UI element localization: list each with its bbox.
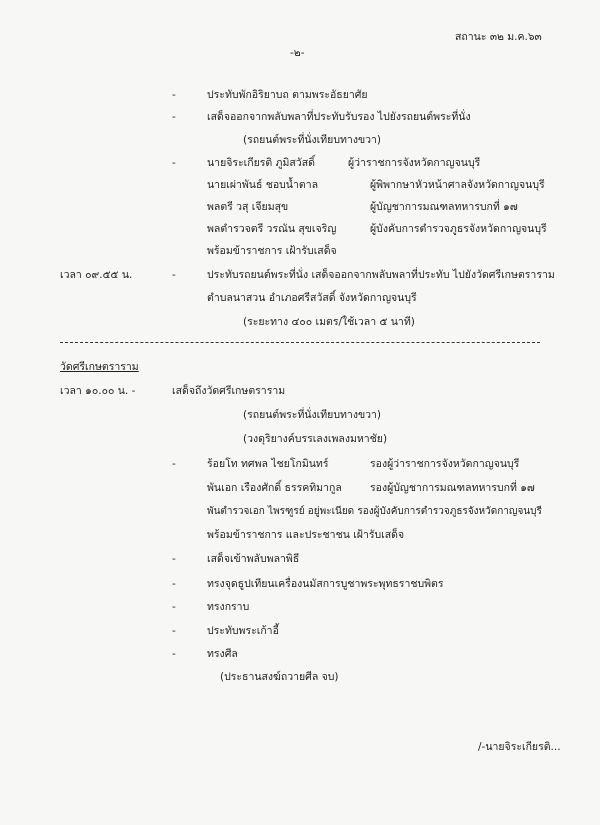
bullet: - [172, 578, 176, 590]
bullet: - [172, 458, 176, 470]
schedule-item: เสด็จเข้าพลับพลาพิธี [207, 553, 300, 565]
official-name: พันเอก เรืองศักดิ์ ธรรคทิมากูล [207, 482, 342, 494]
receiving-party: พร้อมข้าราชการ เฝ้ารับเสด็จ [207, 245, 337, 257]
bullet: - [172, 111, 176, 123]
time-label: เวลา ๐๙.๕๕ น. [60, 269, 133, 281]
official-name: นายเผ่าพันธ์ ชอบน้ำตาล [207, 179, 319, 191]
bullet: - [172, 648, 176, 660]
schedule-item: ทรงกราบ [207, 601, 250, 613]
schedule-note: (วงดุริยางค์บรรเลงเพลงมหาชัย) [243, 433, 388, 445]
schedule-note: (รถยนต์พระที่นั่งเทียบทางขวา) [243, 134, 382, 146]
official-line: พันตำรวจเอก ไพรฑูรย์ อยู่พะเนียด รองผู้บังคับการตำรวจภูธรจังหวัดกาญจนบุรี [207, 506, 542, 517]
bullet: - [172, 601, 176, 613]
bullet: - [172, 269, 176, 281]
schedule-item: เสด็จออกจากพลับพลาที่ประทับรับรอง ไปยังรถยนต์พระที่นั่ง [207, 111, 471, 123]
status-stamp: สถานะ ๓๒ ม.ค.๖๓ [455, 31, 542, 43]
official-title: ผู้บังคับการตำรวจภูธรจังหวัดกาญจนบุรี [370, 223, 547, 235]
bullet: - [172, 625, 176, 637]
official-name: พลตำรวจตรี วรณัน สุขเจริญ [207, 223, 337, 235]
schedule-item: ทรงจุดธูปเทียนเครื่องนมัสการบูชาพระพุทธราชบพิตร [207, 578, 444, 590]
schedule-item: ประทับพักอิริยาบถ ตามพระอัธยาศัย [207, 89, 368, 101]
section-heading: วัดศรีเกษตราราม [60, 361, 139, 373]
schedule-item: ตำบลนาสวน อำเภอศรีสวัสดิ์ จังหวัดกาญจนบุรี [207, 292, 417, 304]
bullet: - [172, 157, 176, 169]
receiving-party: พร้อมข้าราชการ และประชาชน เฝ้ารับเสด็จ [207, 529, 405, 541]
continuation-note: /-นายจิระเกียรติ... [478, 741, 561, 753]
schedule-item: ประทับพระเก้าอี้ [207, 625, 279, 637]
schedule-item: ประทับรถยนต์พระที่นั่ง เสด็จออกจากพลับพลาที่ประทับ ไปยังวัดศรีเกษตราราม [207, 269, 555, 281]
official-title: ผู้ว่าราชการจังหวัดกาญจนบุรี [348, 157, 481, 169]
bullet: - [172, 553, 176, 565]
official-name: นายจิระเกียรติ ภูมิสวัสดิ์ [207, 157, 315, 169]
schedule-note: (รถยนต์พระที่นั่งเทียบทางขวา) [243, 409, 382, 421]
schedule-note: (ระยะทาง ๔๐๐ เมตร/ใช้เวลา ๕ นาที) [243, 316, 415, 328]
official-title: รองผู้บัญชาการมณฑลทหารบกที่ ๑๗ [370, 482, 535, 494]
schedule-item: เสด็จถึงวัดศรีเกษตราราม [172, 385, 286, 397]
official-title: ผู้บัญชาการมณฑลทหารบกที่ ๑๗ [370, 201, 518, 213]
official-title: รองผู้ว่าราชการจังหวัดกาญจนบุรี [370, 458, 520, 470]
bullet: - [172, 89, 176, 101]
section-divider [60, 342, 540, 343]
official-name: ร้อยโท ทศพล ไชยโกมินทร์ [207, 458, 329, 470]
time-label: เวลา ๑๐.๐๐ น. - [60, 385, 136, 397]
schedule-item: ทรงศีล [207, 648, 238, 660]
official-name: พลตรี วสุ เจียมสุข [207, 201, 289, 213]
schedule-note: (ประธานสงฆ์ถวายศีล จบ) [220, 671, 339, 683]
page-number: -๒- [290, 47, 305, 59]
official-title: ผู้พิพากษาหัวหน้าศาลจังหวัดกาญจนบุรี [370, 179, 545, 191]
